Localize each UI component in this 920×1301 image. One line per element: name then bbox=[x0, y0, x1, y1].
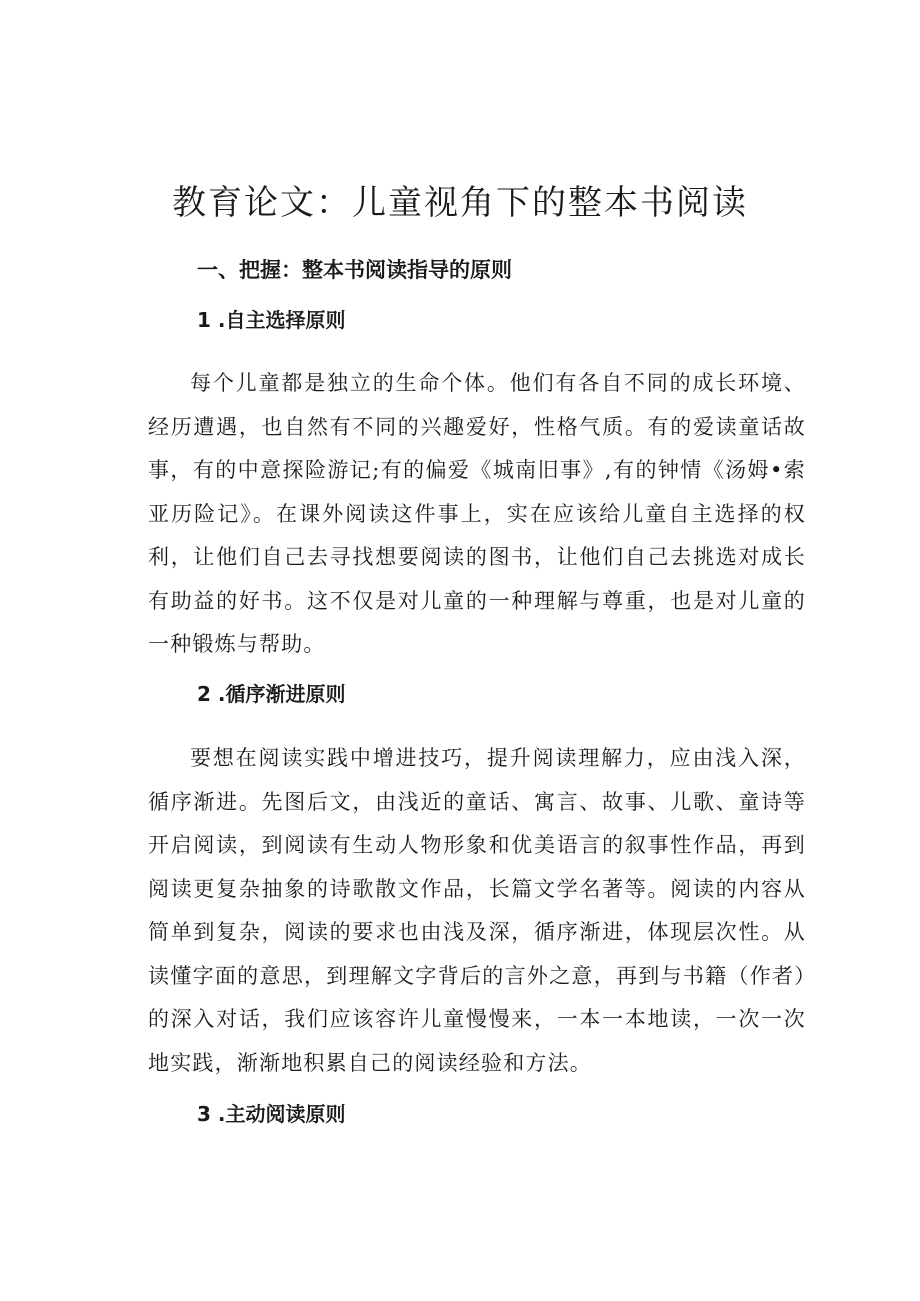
principle-heading-1: 1 .自主选择原则 bbox=[197, 308, 346, 332]
principle-paragraph-2: 要想在阅读实践中增进技巧，提升阅读理解力，应由浅入深，循序渐进。先图后文，由浅近的童话、寓言、故事、儿歌、童诗等开启阅读，到阅读有生动人物形象和优美语言的叙事性作品，再到阅读更复杂抽象的诗歌散文作品，长篇文学名著等。阅读的内容从简单到复杂，阅读的要求也由浅及深，循序渐进，体现层次性。从读懂字面的意思，到理解文字背后的言外之意，再到与书籍（作者）的深入对话，我们应该容许儿童慢慢来，一本一本地读，一次一次地实践，渐渐地积累自己的阅读经验和方法。 bbox=[148, 746, 806, 1075]
page-title: 教育论文：儿童视角下的整本书阅读 bbox=[172, 182, 748, 223]
principle-heading-3: 3 .主动阅读原则 bbox=[197, 1102, 346, 1126]
section-heading: 一、把握：整本书阅读指导的原则 bbox=[197, 258, 512, 282]
principle-heading-2: 2 .循序渐进原则 bbox=[197, 682, 346, 706]
principle-paragraph-1: 每个儿童都是独立的生命个体。他们有各自不同的成长环境、经历遭遇，也自然有不同的兴趣爱好，性格气质。有的爱读童话故事，有的中意探险游记;有的偏爱《城南旧事》,有的钟情《汤姆•索亚历险记》。在课外阅读这件事上，实在应该给儿童自主选择的权利，让他们自己去寻找想要阅读的图书，让他们自己去挑选对成长有助益的好书。这不仅是对儿童的一种理解与尊重，也是对儿童的一种锻炼与帮助。 bbox=[148, 371, 806, 656]
